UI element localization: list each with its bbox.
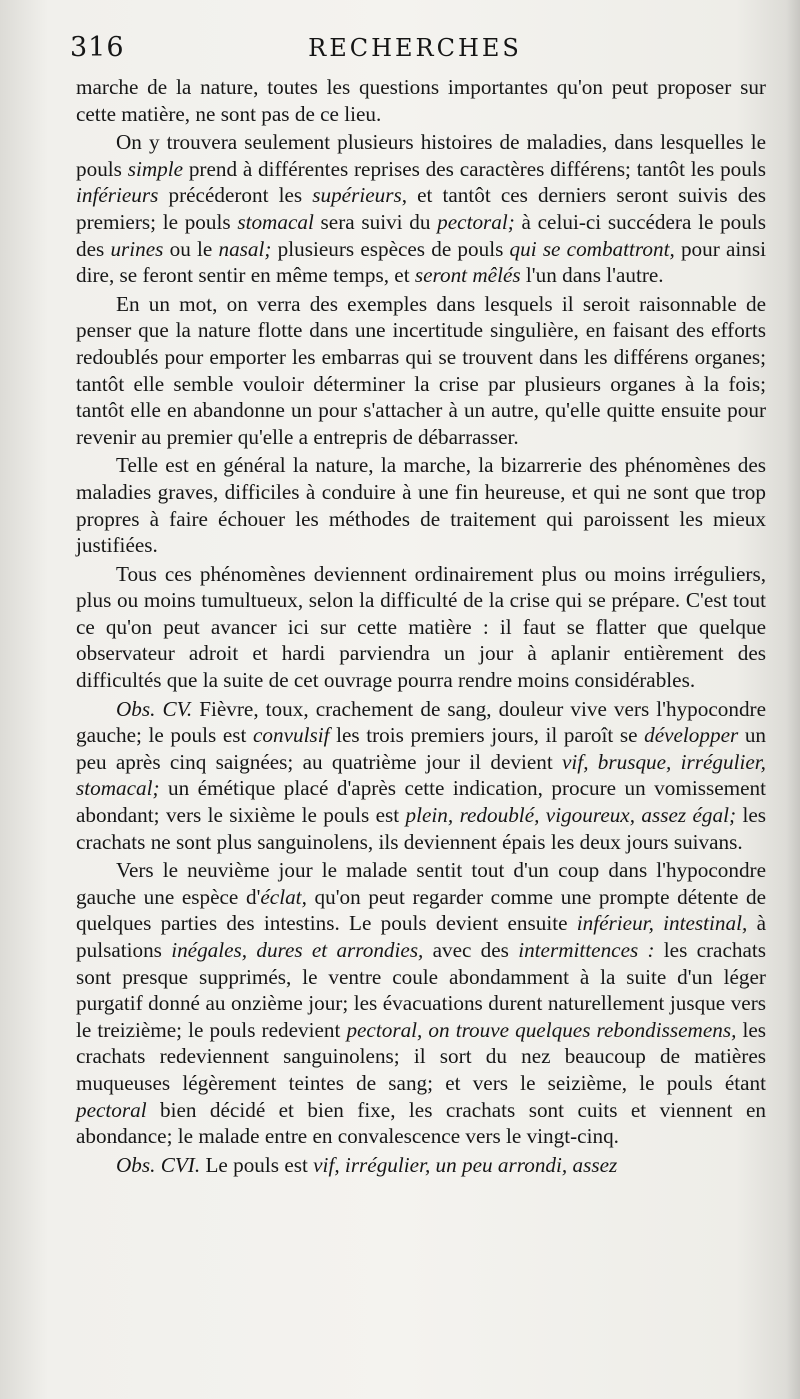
paragraph-7: Vers le neuvième jour le malade sentit tout d'un coup dans l'hypocondre gauche une espèce d'éclat, qu'on peut regarder comme une prompte détente de quelques parties des intestins. Le pouls devient ensuite inférieur, intestinal, à pulsations inégales, dures et arrondies, avec des intermittences : les crachats sont presque supprimés, le ventre coule abondamment à la suite d'un léger purgatif donné au onzième jour; les évacuations durent naturellement jusque vers le treizième; le pouls redevient pectoral, on trouve quelques rebondissemens, les crachats redeviennent sanguinolens; il sort du nez beaucoup de matières muqueuses légèrement teintes de sang; et vers le seizième, le pouls étant pectoral bien décidé et bien fixe, les crachats sont cuits et viennent en abondance; le malade entre en convalescence vers le vingt-cinq. bbox=[76, 858, 767, 1149]
paragraph-2: On y trouvera seulement plusieurs histoires de maladies, dans lesquelles le pouls simple prend à différentes reprises des caractères différens; tantôt les pouls inférieurs précéderont les supérieurs, et tantôt ces derniers seront suivis des premiers; le pouls stomacal sera suivi du pectoral; à celui-ci succédera le pouls des urines ou le nasal; plusieurs espèces de pouls qui se combattront, pour ainsi dire, se feront sentir en même temps, et seront mêlés l'un dans l'autre. bbox=[76, 130, 766, 288]
paragraph-5: Tous ces phénomènes deviennent ordinairement plus ou moins irréguliers, plus ou moins tumultueux, selon la difficulté de la crise qui se prépare. C'est tout ce qu'on peut avancer ici sur cette matière : il faut se flatter que quelque observateur adroit et hardi parviendra un jour à aplanir entièrement des difficultés que la suite de cet ouvrage pourra rendre moins considérables. bbox=[76, 561, 766, 693]
scan-edge-shadow bbox=[786, 0, 800, 1399]
observation-cvi: Obs. CVI. Le pouls est vif, irrégulier, un peu arrondi, assez bbox=[116, 1152, 618, 1177]
body-text bbox=[76, 74, 766, 1178]
observation-label: Obs. CV. bbox=[116, 696, 193, 721]
observation-label: Obs. CVI. bbox=[116, 1152, 201, 1177]
page-header bbox=[70, 28, 760, 68]
paragraph-4: Telle est en général la nature, la marche, la bizarrerie des phénomènes des maladies graves, difficiles à conduire à une fin heureuse, et qui ne sont que trop propres à faire échouer les méthodes de traitement qui paroissent les mieux justifiées. bbox=[76, 453, 766, 558]
paragraph-3: En un mot, on verra des exemples dans lesquels il seroit raisonnable de penser que la nature flotte dans une incertitude singulière, en faisant des efforts redoublés pour emporter les embarras qui se trouvent dans les différens organes; tantôt elle semble vouloir déterminer la crise par plusieurs organes à la fois; tantôt elle en abandonne un pour s'attacher à un autre, qu'elle quitte ensuite pour revenir au premier qu'elle a entrepris de débarrasser. bbox=[76, 291, 766, 449]
observation-cv: Obs. CV. Fièvre, toux, crachement de sang, douleur vive vers l'hypocondre gauche; le pouls est convulsif les trois premiers jours, il paroît se développer un peu après cinq saignées; au quatrième jour il devient vif, brusque, irrégulier, stomacal; un émétique placé d'après cette indication, procure un vomissement abondant; vers le sixième le pouls est plein, redoublé, vigoureux, assez égal; les crachats ne sont plus sanguinolens, ils deviennent épais les deux jours suivans. bbox=[76, 696, 767, 854]
paragraph-1: marche de la nature, toutes les questions importantes qu'on peut proposer sur cette matière, ne sont pas de ce lieu. bbox=[76, 75, 766, 126]
running-head: RECHERCHES bbox=[308, 34, 522, 62]
page-number: 316 bbox=[70, 32, 125, 63]
